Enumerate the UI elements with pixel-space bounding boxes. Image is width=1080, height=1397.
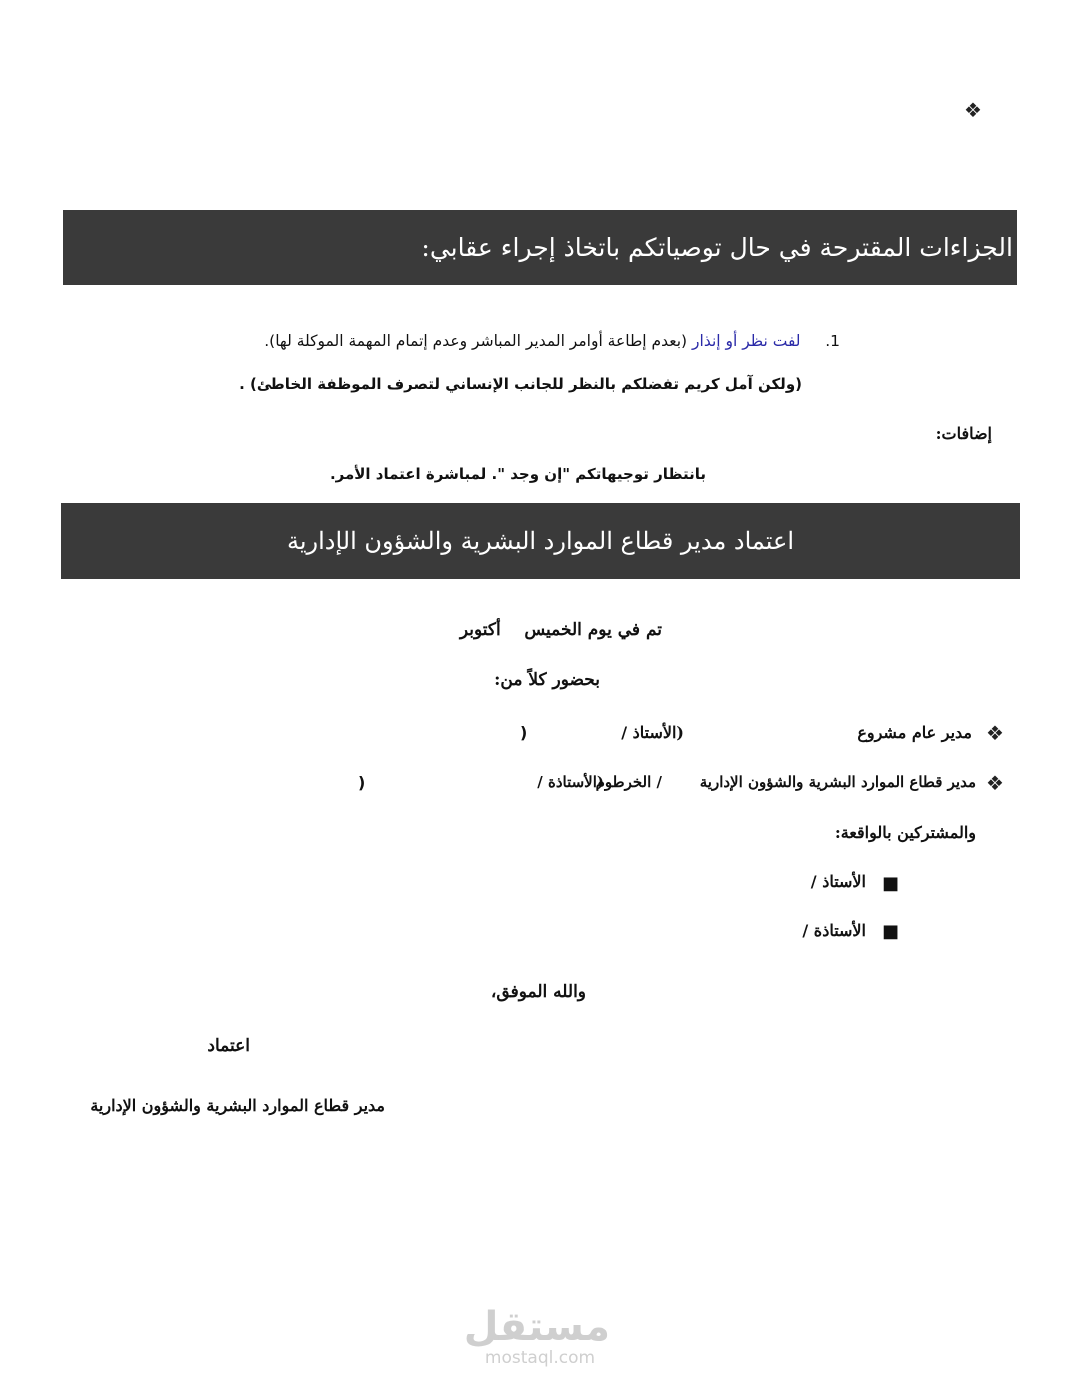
participant-2-bullet-icon: ■ [882,921,900,942]
participant-2-name: الأستاذة / [802,921,866,940]
attendee-2-close: ) [358,773,366,792]
approval-label: اعتماد [207,1036,250,1056]
attendee-1-bullet-icon: ❖ [986,721,1004,745]
participant-1-bullet-icon: ■ [882,873,900,894]
mostaql-watermark [463,1304,610,1368]
additions-label: إضافات: [935,424,992,443]
penalties-section-title: الجزاءات المقترحة في حال توصياتكم باتخاذ إجراء عقابي: [421,233,1013,262]
participants-label: والمشتركين بالواقعة: [834,823,976,842]
closing-phrase: والله الموفق، [490,982,586,1002]
additions-text: بانتظار توجيهاتكم "إن وجد ". لمباشرة اعتماد الأمر. [329,465,706,483]
penalty-item-highlight: لفت نظر أو إنذار [692,332,801,350]
penalties-section-header [63,210,1017,285]
top-bullet-icon: ❖ [964,98,982,122]
attendee-1-name: (الأستاذ / [621,723,684,742]
attendee-2-name: (الأستاذة / [537,773,604,791]
attendee-1-close: ) [520,723,528,742]
attendee-1-role: مدير عام مشروع [857,723,972,742]
attendance-label: بحضور كلاً من: [494,670,600,690]
penalty-item-number: 1. [825,332,840,350]
attendee-2-location: / الخرطوم [595,773,662,791]
humanitarian-note: (ولكن آمل كريم تفضلكم بالنظر للجانب الإنساني لتصرف الموظفة الخاطئ) . [239,375,802,393]
watermark-arabic: مستقل [463,1304,610,1350]
attendee-2-bullet-icon: ❖ [986,771,1004,795]
penalty-item-1 [264,332,840,350]
approval-section-title: اعتماد مدير قطاع الموارد البشرية والشؤون الإدارية [286,527,795,555]
meeting-date: تم في يوم الخميس أكتوبر [459,620,662,640]
participant-1-name: الأستاذ / [810,872,866,891]
watermark-english: mostaql.com [484,1348,596,1368]
approval-section-header [61,503,1020,579]
approval-title: مدير قطاع الموارد البشرية والشؤون الإدارية [90,1096,385,1115]
penalty-item-description: (بعدم إطاعة أوامر المدير المباشر وعدم إتمام المهمة الموكلة لها). [264,332,688,350]
attendee-2-role: مدير قطاع الموارد البشرية والشؤون الإدارية [699,773,976,791]
